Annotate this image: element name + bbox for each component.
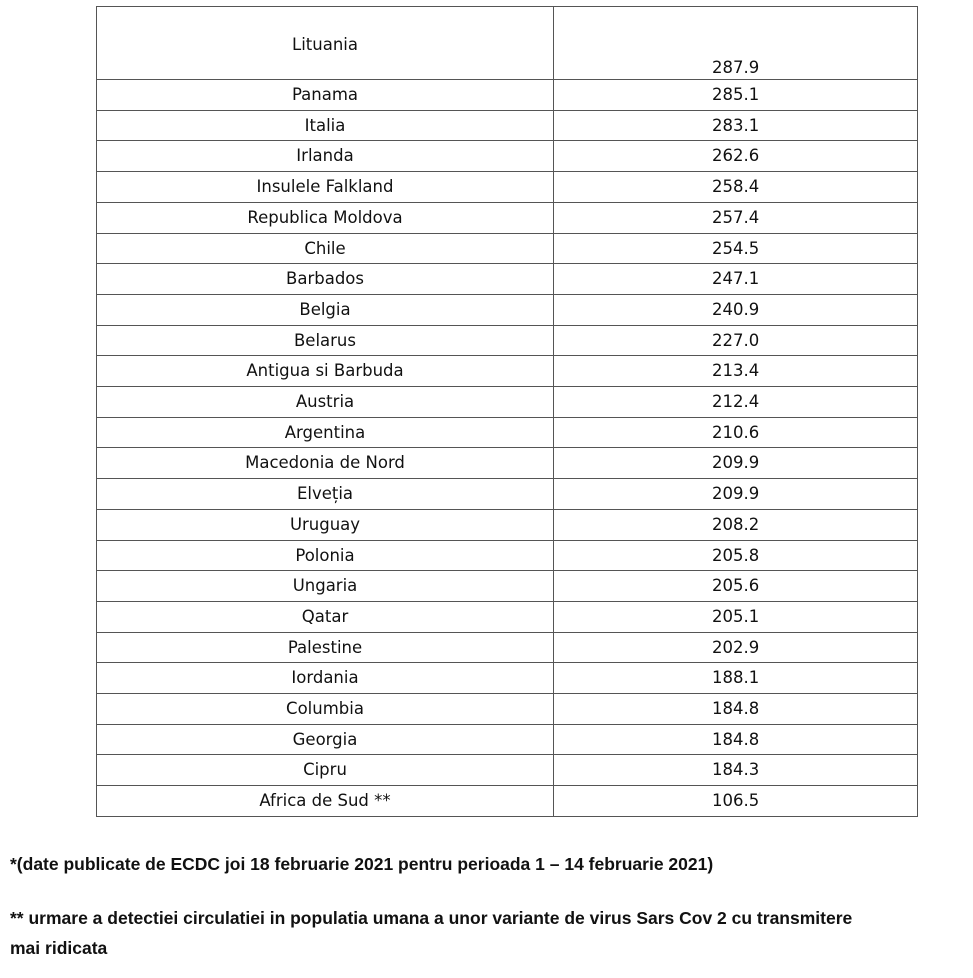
country-cell: Irlanda	[97, 141, 554, 172]
variant-footnote-line1: ** urmare a detectiei circulatiei in populatia umana a unor variante de virus Sars Cov 2 cu transmitere	[10, 908, 853, 928]
country-cell: Belarus	[97, 325, 554, 356]
value-cell: 247.1	[554, 264, 918, 295]
table-row	[97, 479, 918, 510]
table-row	[97, 509, 918, 540]
table-row	[97, 694, 918, 725]
table-row	[97, 356, 918, 387]
table-row	[97, 632, 918, 663]
value-cell: 202.9	[554, 632, 918, 663]
table-row	[97, 387, 918, 418]
value-cell: 205.8	[554, 540, 918, 571]
country-cell: Italia	[97, 110, 554, 141]
table-row	[97, 724, 918, 755]
value-cell: 257.4	[554, 202, 918, 233]
value-cell: 184.3	[554, 755, 918, 786]
table-row	[97, 294, 918, 325]
country-cell: Republica Moldova	[97, 202, 554, 233]
country-cell: Lituania	[97, 7, 554, 80]
value-cell: 227.0	[554, 325, 918, 356]
table-row	[97, 202, 918, 233]
country-cell: Iordania	[97, 663, 554, 694]
table-row	[97, 786, 918, 817]
table-row	[97, 264, 918, 295]
table-row	[97, 7, 918, 80]
table-row	[97, 601, 918, 632]
table-row	[97, 540, 918, 571]
country-cell: Macedonia de Nord	[97, 448, 554, 479]
value-cell: 240.9	[554, 294, 918, 325]
table-row	[97, 233, 918, 264]
country-cell: Polonia	[97, 540, 554, 571]
table-row	[97, 417, 918, 448]
value-cell: 184.8	[554, 724, 918, 755]
value-cell: 262.6	[554, 141, 918, 172]
country-cell: Cipru	[97, 755, 554, 786]
incidence-table	[96, 6, 918, 817]
table-row	[97, 141, 918, 172]
country-cell: Panama	[97, 80, 554, 111]
table-row	[97, 448, 918, 479]
country-cell: Africa de Sud **	[97, 786, 554, 817]
value-cell: 106.5	[554, 786, 918, 817]
value-cell: 208.2	[554, 509, 918, 540]
value-cell: 184.8	[554, 694, 918, 725]
country-cell: Uruguay	[97, 509, 554, 540]
table-row	[97, 571, 918, 602]
country-cell: Qatar	[97, 601, 554, 632]
table-row	[97, 663, 918, 694]
country-cell: Barbados	[97, 264, 554, 295]
country-cell: Chile	[97, 233, 554, 264]
value-cell: 285.1	[554, 80, 918, 111]
value-cell: 212.4	[554, 387, 918, 418]
variant-footnote-line2: mai ridicata	[10, 938, 108, 958]
table-row	[97, 325, 918, 356]
country-cell: Palestine	[97, 632, 554, 663]
table-row	[97, 172, 918, 203]
table-row	[97, 80, 918, 111]
country-cell: Austria	[97, 387, 554, 418]
source-footnote: *(date publicate de ECDC joi 18 februarie 2021 pentru perioada 1 – 14 februarie 2021)	[10, 854, 714, 874]
country-cell: Argentina	[97, 417, 554, 448]
value-cell: 209.9	[554, 448, 918, 479]
table-row	[97, 755, 918, 786]
value-cell: 205.6	[554, 571, 918, 602]
value-cell: 213.4	[554, 356, 918, 387]
value-cell: 283.1	[554, 110, 918, 141]
country-cell: Antigua si Barbuda	[97, 356, 554, 387]
country-cell: Elveția	[97, 479, 554, 510]
country-cell: Insulele Falkland	[97, 172, 554, 203]
table-row	[97, 110, 918, 141]
value-cell: 258.4	[554, 172, 918, 203]
value-cell: 210.6	[554, 417, 918, 448]
table-body	[97, 7, 918, 817]
value-cell: 205.1	[554, 601, 918, 632]
country-cell: Columbia	[97, 694, 554, 725]
country-cell: Ungaria	[97, 571, 554, 602]
value-cell: 254.5	[554, 233, 918, 264]
country-cell: Belgia	[97, 294, 554, 325]
value-cell: 209.9	[554, 479, 918, 510]
value-cell: 188.1	[554, 663, 918, 694]
country-cell: Georgia	[97, 724, 554, 755]
value-cell: 287.9	[554, 7, 918, 80]
